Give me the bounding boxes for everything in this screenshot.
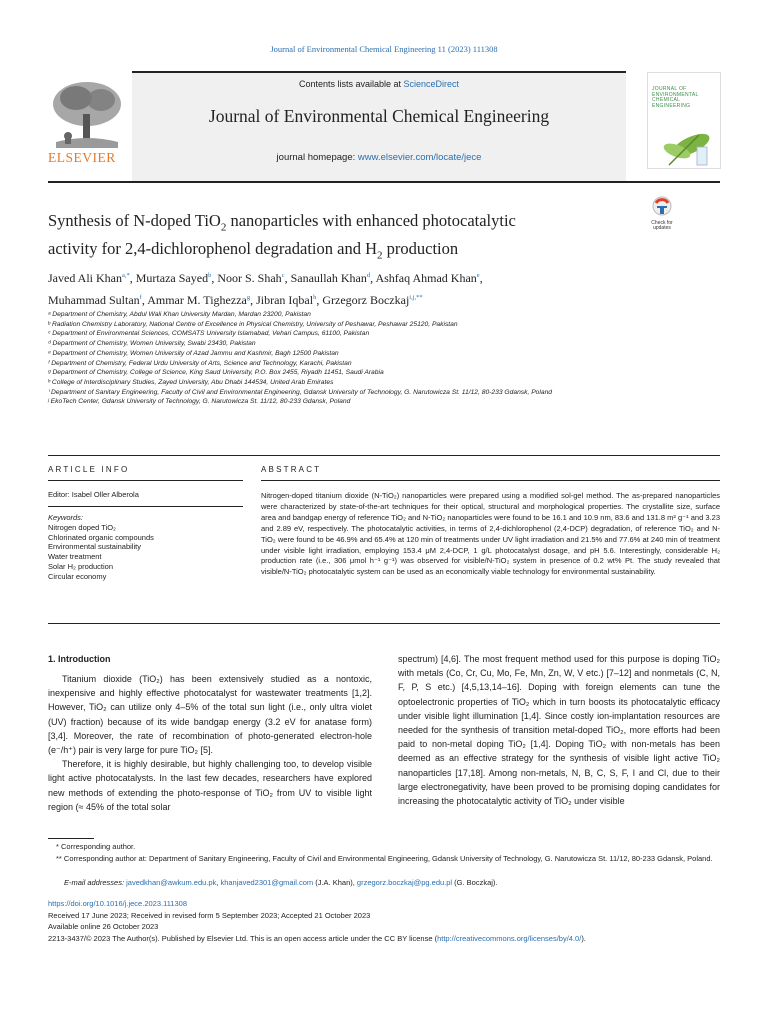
homepage-link[interactable]: www.elsevier.com/locate/jece <box>357 152 482 163</box>
check-for-updates-button[interactable] <box>644 196 680 232</box>
abstract-text: Nitrogen-doped titanium dioxide (N-TiO₂) nanoparticles were prepared using a modified sol-gel method. The as-prepared nanoparticles were characterized by state-of-the-art techniques for their optical, structural and morphological properties. The crystallite size, surface area and bandgap energy of reference TiO₂ and N-TiO₂ nanoparticles were found to be 16.1 and 10.9 nm, 83.6 and 131.8 m² g⁻¹ and 3.23 and 2.89 eV, respectively. The photocatalytic activities, in terms of 2,4-dichlorophenol (2,4-DCP) degradation, of reference TiO₂ and N-TiO₂ were found to be 46.9% and 65.4% at 120 min of treatments under UV light irradiation and 21.5% and 77.6% at 240 min of treatment under visible light irradiation, employing 153.4 μM 2,4-DCP, 1 g/L photocatalyst dosage, and pH 5.6. Interestingly, considerable H₂ production rate (i.e., 306 μmol h⁻¹ g⁻¹) was observed for visible/N-TiO₂ system in presence of 0.2 wt% Pt. The study revealed that visible/N-TiO₂ photocatalytic system can be used as an economically viable technology for environmental sustainability. <box>261 491 720 577</box>
paragraph: Therefore, it is highly desirable, but highly challenging too, to develop visible light active photocatalysts. In the last few decades, researchers have explored new methods of extending the photo-response of TiO₂ from UV to visible light region (≈ 45% of the total solar <box>48 759 372 812</box>
homepage-line <box>132 152 626 163</box>
abstract-end-rule <box>48 623 720 624</box>
homepage-prefix: journal homepage: <box>276 152 358 163</box>
keyword: Chlorinated organic compounds <box>48 532 154 542</box>
author-affil-mark[interactable]: b <box>208 272 212 279</box>
paragraph: Titanium dioxide (TiO₂) has been extensively studied as a nontoxic, inexpensive and highly effective photocatalyst for wastewater treatments [1,2]. However, TiO₂ can utilize only 4–5% of the total sun light (i.e., only ultra violet (UV) fraction) because of its wide bandgap energy (3.2 eV for anatase form) [3,4]. Moreover, the rate of recombination of photo-generated electron-hole (e⁻/h⁺) pair is very large for pure TiO₂ [5]. <box>48 674 372 756</box>
elsevier-tree-icon <box>46 76 128 150</box>
affiliation-list <box>48 310 648 407</box>
publisher-wordmark: ELSEVIER <box>48 150 116 165</box>
sciencedirect-link[interactable]: ScienceDirect <box>403 79 460 89</box>
license-suffix: ). <box>581 933 586 943</box>
received-dates: Received 17 June 2023; Received in revised form 5 September 2023; Accepted 21 October 2023 <box>48 910 371 920</box>
title-part: production <box>382 239 459 259</box>
author-name[interactable]: Noor S. Shah <box>217 271 282 285</box>
author-affil-mark[interactable]: d <box>366 272 371 279</box>
title-subscript: 2 <box>377 249 383 262</box>
available-online: Available online 26 October 2023 <box>48 922 159 931</box>
author-affil-mark[interactable]: e <box>476 272 480 279</box>
author-affil-mark[interactable]: h <box>313 294 317 301</box>
editor-rule <box>48 506 243 507</box>
title-subscript: 2 <box>220 221 227 234</box>
keywords-label: Keywords: <box>48 513 84 522</box>
journal-cover[interactable] <box>647 72 721 169</box>
author-affil-mark[interactable]: i,j,** <box>409 294 423 301</box>
author-name[interactable]: Sanaullah Khan <box>290 271 367 285</box>
title-part: Synthesis of N-doped TiO <box>48 211 221 230</box>
title-part: nanoparticles with enhanced photocatalytic <box>226 211 516 230</box>
author-list: Javed Ali Khan$^{a,*}$, Murtaza Sayed$^b$, Noor S. Shah$^c$, Sanaullah Khan$^d$, Ashfaq Ahmad Khan$^e$, Muhammad Sultan$^f$, Ammar M. Tighezza$^g$, Jibran Iqbal$^h$, Grzegorz Boczkaj$^{i,j,**}$ <box>48 271 483 307</box>
affiliation: ᵃ Department of Chemistry, Abdul Wali Khan University Mardan, Mardan 23200, Pakistan <box>48 311 311 318</box>
author-name[interactable]: Javed Ali Khan <box>48 271 122 285</box>
affiliation: ᶠ Department of Chemistry, Federal Urdu University of Arts, Science and Technology, Karachi, Pakistan <box>48 359 352 367</box>
running-header[interactable]: Journal of Environmental Chemical Engineering 11 (2023) 111308 <box>270 44 498 54</box>
email-owner: (G. Boczkaj). <box>452 878 498 887</box>
title-part: activity for 2,4-dichlorophenol degradation and H <box>48 239 377 259</box>
author-name[interactable]: Ashfaq Ahmad Khan <box>375 271 477 285</box>
article-title <box>48 210 628 267</box>
body-column-right <box>398 652 720 808</box>
body-column-left <box>48 672 372 814</box>
author-affil-mark[interactable]: c <box>281 272 285 279</box>
abstract-rule <box>261 480 720 481</box>
email-link[interactable]: grzegorz.boczkaj@pg.edu.pl <box>356 878 453 887</box>
contents-line <box>132 79 626 89</box>
keyword: Solar H₂ production <box>48 561 114 571</box>
footnote-rule <box>48 838 94 839</box>
contents-prefix: Contents lists available at <box>298 79 404 89</box>
affiliation: ᵈ Department of Chemistry, Women University, Swabi 23430, Pakistan <box>48 340 256 348</box>
email-link[interactable]: javedkhan@awkum.edu.pk <box>126 878 217 887</box>
cover-title: JOURNAL OF ENVIRONMENTAL CHEMICAL ENGINEERING <box>652 86 699 109</box>
check-updates-label: Check for updates <box>651 220 673 231</box>
author-name[interactable]: Murtaza Sayed <box>135 271 209 285</box>
email-link[interactable]: khanjaved2301@gmail.com <box>220 878 314 887</box>
affiliation: ᵇ Radiation Chemistry Laboratory, National Centre of Excellence in Physical Chemistry, University of Peshawar, Peshawar 25120, Pakistan <box>48 320 458 328</box>
elsevier-logo[interactable] <box>46 76 128 150</box>
affiliation: ʲ EkoTech Center, Gdansk University of Technology, G. Narutowicza St. 11/12, 80-233 Gdansk, Poland <box>48 398 351 406</box>
affiliation: ᵍ Department of Chemistry, College of Science, King Saud University, P.O. Box 2455, Riyadh 11451, Saudi Arabia <box>48 369 384 377</box>
publication-info <box>48 898 728 944</box>
author-name[interactable]: Ammar M. Tighezza <box>147 293 247 307</box>
footnote-corresponding-2: ** Corresponding author at: Department of Sanitary Engineering, Faculty of Civil and Environmental Engineering, Gdansk University of Technology, G. Narutowicza St. 11/12, 80-233 Gdansk, Poland. <box>56 854 713 863</box>
author-affil-mark[interactable]: f <box>139 294 142 301</box>
section-heading-introduction: 1. Introduction <box>48 654 111 664</box>
keywords-block <box>48 513 223 582</box>
license-line <box>48 933 728 945</box>
author-name[interactable]: Grzegorz Boczkaj <box>322 293 410 307</box>
email-label: E-mail addresses: <box>64 878 125 887</box>
journal-title: Journal of Environmental Chemical Engineering <box>208 106 550 126</box>
license-link[interactable]: http://creativecommons.org/licenses/by/4.0/ <box>437 933 582 943</box>
affiliation: ʰ College of Interdisciplinary Studies, Zayed University, Abu Dhabi 144534, United Arab Emirates <box>48 378 334 386</box>
section-rule <box>48 455 720 456</box>
affiliation: ᵉ Department of Chemistry, Women University of Azad Jammu and Kashmir, Bagh 12500 Pakistan <box>48 349 339 357</box>
abstract-heading: ABSTRACT <box>261 465 322 474</box>
masthead-rule <box>48 181 720 183</box>
author-name[interactable]: Jibran Iqbal <box>256 293 314 307</box>
paragraph: spectrum) [4,6]. The most frequent method used for this purpose is doping TiO₂ with metals (Co, Cr, Cu, Mo, Fe, Mn, Zn, W, V etc.) [7–12] and nonmetals (C, N, F, P, S etc.) [4,5,13,14–16]. Doping with foreign elements can tune the optoelectronic properties of TiO₂ which in turn boosts its photocatalytic efficacy under visible light illumination [1,4]. Since costly ion-implantation resources are needed for the synthesis of transition metal-doped TiO₂, more efforts had been paid to non-metal doping TiO₂ [1,4]. Doping TiO₂ with non-metals has been deemed as an effective strategy for the synthesis of visible light active TiO₂ nanoparticles [17,18]. Among non-metals, N, B, C, S, F, I and Cl, due to their large electronegativity, have been proved to be promising doping candidates for increasing the photocatalytic activity of TiO₂ under visible <box>398 654 720 807</box>
author-name[interactable]: Muhammad Sultan <box>48 293 140 307</box>
editor-line: Editor: Isabel Oller Alberola <box>48 490 139 499</box>
footnote-emails: E-mail addresses: javedkhan@awkum.edu.pk, khanjaved2301@gmail.com (J.A. Khan), grzegorz.boczkaj@pg.edu.pl (G. Boczkaj). <box>64 878 498 887</box>
footnote-corresponding: * Corresponding author. <box>56 842 136 851</box>
article-info-rule <box>48 480 243 481</box>
author-affil-mark[interactable]: a,* <box>122 272 130 279</box>
cover-leaf-icon <box>649 117 719 167</box>
affiliation: ᶜ Department of Environmental Sciences, COMSATS University Islamabad, Vehari Campus, 61100, Pakistan <box>48 330 370 338</box>
affiliation: ⁱ Department of Sanitary Engineering, Faculty of Civil and Environmental Engineering, Gdansk University of Technology, G. Narutowicza St. 11/12, 80-233 Gdansk, Poland <box>48 388 553 396</box>
doi-link[interactable]: https://doi.org/10.1016/j.jece.2023.111308 <box>48 899 187 908</box>
check-updates-icon <box>651 196 673 216</box>
keyword: Nitrogen doped TiO₂ <box>48 522 116 532</box>
keyword: Environmental sustainability <box>48 542 141 552</box>
keyword: Circular economy <box>48 571 107 581</box>
keyword: Water treatment <box>48 552 102 562</box>
license-prefix: 2213-3437/© 2023 The Author(s). Published by Elsevier Ltd. This is an open access article under the CC BY license ( <box>48 933 438 943</box>
email-owner: (J.A. Khan), <box>313 878 357 887</box>
author-affil-mark[interactable]: g <box>246 294 251 301</box>
article-info-heading: ARTICLE INFO <box>48 465 130 474</box>
